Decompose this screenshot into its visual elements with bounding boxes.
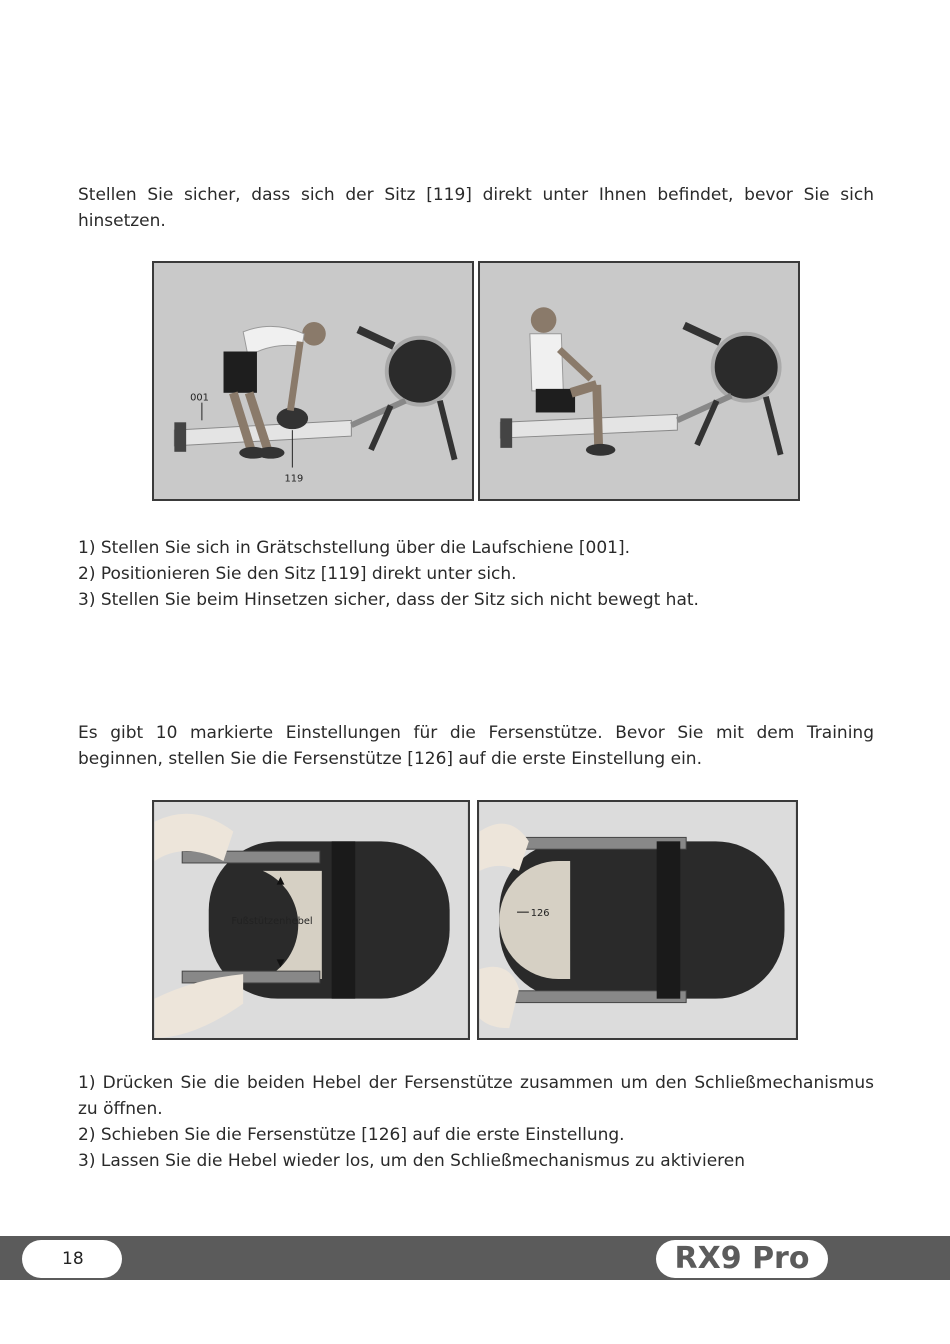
section1-steps [78, 535, 878, 613]
callout-rail: 001 [190, 392, 209, 404]
figure-straddle-rail [152, 261, 474, 501]
section2-step-1: 1) Drücken Sie die beiden Hebel der Fersenstütze zusammen um den Schließmechanismus zu öffnen. [78, 1073, 874, 1119]
callout-lever: Fußstützenhebel [231, 915, 313, 927]
figure-footrest-levers [152, 800, 470, 1040]
section2-steps [78, 1070, 874, 1174]
callout-seat: 119 [284, 473, 304, 485]
section2-intro: Es gibt 10 markierte Einstellungen für die Fersenstütze. Bevor Sie mit dem Training beginnen, stellen Sie die Fersenstütze [126] auf die erste Einstellung ein. [78, 723, 874, 769]
page-number: 18 [22, 1240, 122, 1278]
product-logo: RX9 Pro [656, 1240, 828, 1278]
heel-support-image [479, 802, 796, 1038]
rower-straddle-image [154, 263, 472, 499]
section2-step-2: 2) Schieben Sie die Fersenstütze [126] auf die erste Einstellung. [78, 1125, 625, 1145]
section1-step-3: 3) Stellen Sie beim Hinsetzen sicher, dass der Sitz sich nicht bewegt hat. [78, 590, 699, 610]
section1-intro: Stellen Sie sicher, dass sich der Sitz [119] direkt unter Ihnen befindet, bevor Sie sich hinsetzen. [78, 185, 874, 231]
figure-heel-support [477, 800, 798, 1040]
section1-step-2: 2) Positionieren Sie den Sitz [119] direkt unter sich. [78, 564, 517, 584]
section2-step-3: 3) Lassen Sie die Hebel wieder los, um den Schließmechanismus zu aktivieren [78, 1151, 746, 1171]
figure-seated [478, 261, 800, 501]
footrest-lever-image [154, 802, 468, 1038]
section1-step-1: 1) Stellen Sie sich in Grätschstellung über die Laufschiene [001]. [78, 538, 630, 558]
rower-seated-image [480, 263, 798, 499]
callout-heel: 126 [530, 908, 550, 920]
